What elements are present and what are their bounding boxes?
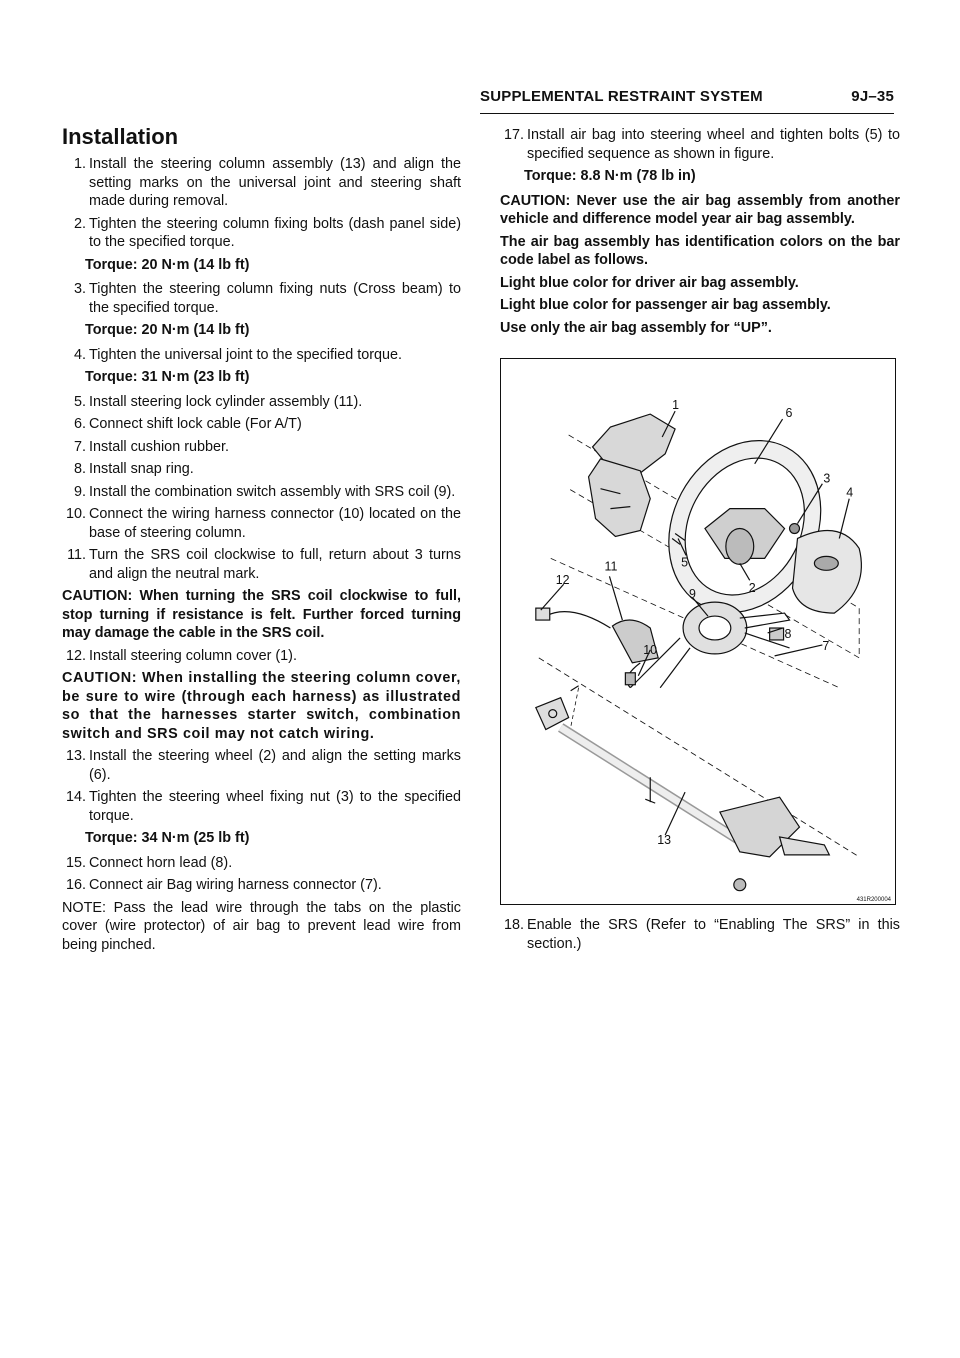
- header-rule: [480, 113, 894, 114]
- callout-1: 1: [672, 398, 680, 413]
- step-13: 13. Install the steering wheel (2) and align the setting marks (6).: [65, 748, 461, 783]
- torque-spec: Torque: 31 N·m (23 lb ft): [85, 369, 250, 385]
- callout-4: 4: [846, 485, 854, 500]
- callout-5: 5: [681, 555, 689, 570]
- step-15: 15. Connect horn lead (8).: [65, 854, 233, 871]
- caution-column-cover: CAUTION: When installing the steering column cover, be sure to wire (through each harness) as illustrated so that the harnesses starter switch, combination switch and SRS coil may not catch wiring.: [62, 670, 461, 742]
- step-8: 8. Install snap ring.: [73, 461, 194, 477]
- step-14: 14. Tighten the steering wheel fixing nut (3) to the specified torque.: [65, 789, 461, 824]
- steering-column-exploded-diagram: [500, 358, 896, 905]
- caution-line: The air bag assembly has identification colors on the bar code label as follows.: [500, 233, 900, 268]
- caution-line: Light blue color for passenger air bag assembly.: [500, 297, 831, 313]
- step-7: 7. Install cushion rubber.: [73, 438, 229, 455]
- callout-9: 9: [689, 587, 696, 602]
- callout-3: 3: [823, 471, 831, 486]
- callout-11: 11: [604, 559, 618, 574]
- section-title: SUPPLEMENTAL RESTRAINT SYSTEM: [480, 88, 763, 105]
- step-1: 1. Install the steering column assembly (13) and align the setting marks on the universal joint and steering shaft made during removal.: [73, 156, 461, 209]
- page-header: [480, 88, 894, 110]
- caution-line: Light blue color for driver air bag assembly.: [500, 274, 799, 291]
- torque-spec: Torque: 20 N·m (14 lb ft): [85, 256, 250, 273]
- callout-10: 10: [643, 642, 658, 657]
- caution-air-bag: [500, 192, 900, 338]
- callout-6: 6: [785, 406, 793, 421]
- torque-spec: Torque: 20 N·m (14 lb ft): [85, 322, 250, 338]
- callout-7: 7: [822, 638, 830, 653]
- step-9: 9. Install the combination switch assembly with SRS coil (9).: [73, 483, 456, 500]
- figure-code: 431R200004: [856, 897, 891, 903]
- right-column-after-figure: [500, 916, 900, 957]
- torque-spec: Torque: 34 N·m (25 lb ft): [85, 830, 250, 846]
- caution-srs-coil: CAUTION: When turning the SRS coil clockwise to full, stop turning if resistance is felt. Further forced turning may damage the cable in the SRS coil.: [62, 588, 461, 641]
- torque-spec: Torque: 8.8 N·m (78 lb in): [524, 168, 696, 184]
- page-number: 9J–35: [851, 88, 894, 105]
- step-2: 2. Tighten the steering column fixing bolts (dash panel side) to the specified torque.: [73, 215, 461, 250]
- diagram-svg: [501, 359, 895, 904]
- callout-8: 8: [784, 626, 792, 641]
- callout-2: 2: [748, 581, 756, 596]
- caution-line: Use only the air bag assembly for “UP”.: [500, 319, 772, 336]
- step-17: 17. Install air bag into steering wheel and tighten bolts (5) to specified sequence as shown in figure.: [503, 127, 900, 162]
- step-5: 5. Install steering lock cylinder assembly (11).: [73, 393, 363, 410]
- left-column: [62, 124, 461, 954]
- caution-line: CAUTION: Never use the air bag assembly from another vehicle and difference model year air bag assembly.: [500, 192, 900, 227]
- step-12: 12. Install steering column cover (1).: [65, 647, 297, 664]
- step-3: 3. Tighten the steering column fixing nuts (Cross beam) to the specified torque.: [73, 281, 461, 316]
- step-10: 10. Connect the wiring harness connector (10) located on the base of steering column.: [65, 506, 461, 541]
- installation-heading: Installation: [62, 124, 179, 149]
- step-18: 18. Enable the SRS (Refer to “Enabling The SRS” in this section.): [503, 917, 900, 952]
- step-11: 11. Turn the SRS coil clockwise to full, return about 3 turns and align the neutral mark.: [67, 547, 461, 582]
- step-4: 4. Tighten the universal joint to the specified torque.: [73, 346, 403, 363]
- step-6: 6. Connect shift lock cable (For A/T): [73, 416, 302, 432]
- callout-13: 13: [657, 832, 672, 847]
- note-lead-wire: NOTE: Pass the lead wire through the tabs on the plastic cover (wire protector) of air bag to prevent lead wire from being pinched.: [62, 899, 461, 953]
- right-column: [500, 126, 900, 341]
- step-16: 16. Connect air Bag wiring harness connector (7).: [65, 877, 382, 893]
- callout-12: 12: [555, 573, 570, 588]
